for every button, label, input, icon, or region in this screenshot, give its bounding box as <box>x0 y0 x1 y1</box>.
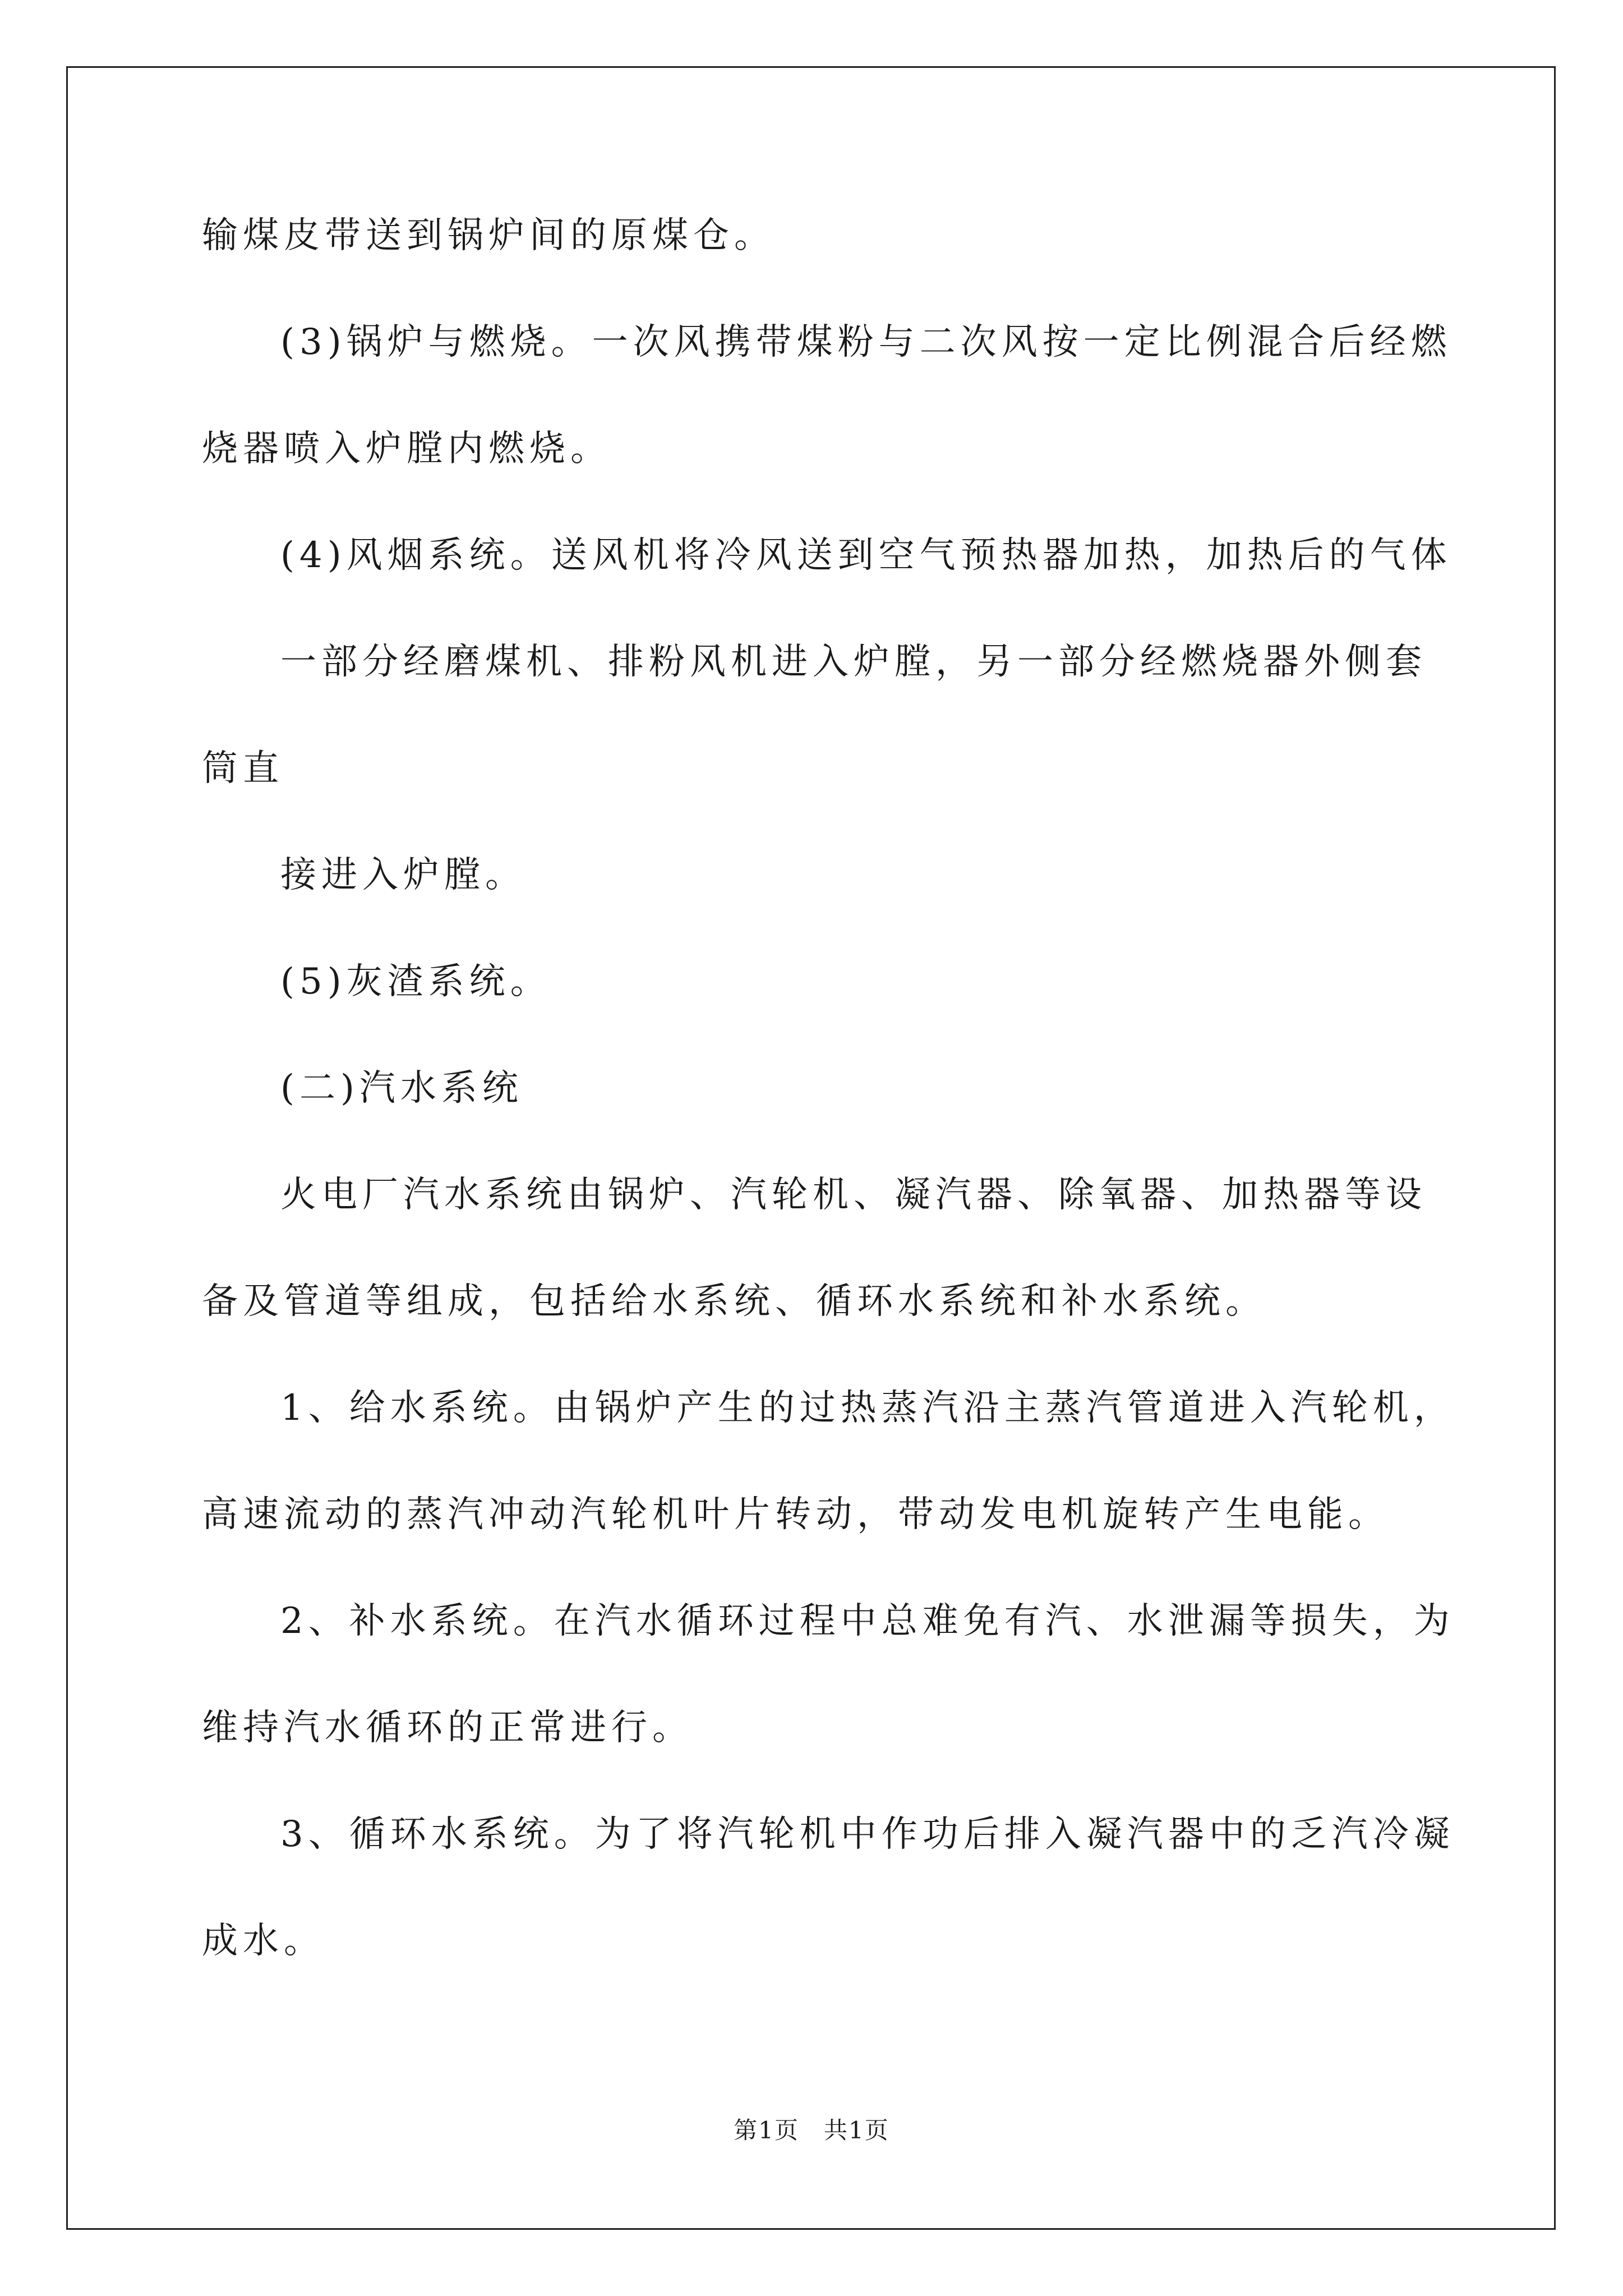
text-line: 输煤皮带送到锅炉间的原煤仓。 <box>202 215 775 256</box>
text-line: (4)风烟系统。送风机将冷风送到空气预热器加热，加热后的气体 <box>280 535 1452 576</box>
text-line: (3)锅炉与燃烧。一次风携带煤粉与二次风按一定比例混合后经燃 <box>280 321 1452 363</box>
text-line: 一部分经磨煤机、排粉风机进入炉膛，另一部分经燃烧器外侧套 <box>280 641 1427 683</box>
text-line: 2、补水系统。在汽水循环过程中总难免有汽、水泄漏等损失，为 <box>280 1600 1455 1642</box>
text-line: 接进入炉膛。 <box>280 854 526 896</box>
page-border <box>66 66 1556 2230</box>
section-heading: (二)汽水系统 <box>280 1068 523 1109</box>
text-line: 烧器喷入炉膛内燃烧。 <box>202 428 611 470</box>
text-line: 成水。 <box>202 1920 325 1962</box>
text-line: 3、循环水系统。为了将汽轮机中作功后排入凝汽器中的乏汽冷凝 <box>280 1814 1455 1855</box>
text-line: 备及管道等组成，包括给水系统、循环水系统和补水系统。 <box>202 1281 1266 1322</box>
text-line: 筒直 <box>202 748 284 789</box>
page-number: 第1页 共1页 <box>734 2116 889 2144</box>
text-line: 高速流动的蒸汽冲动汽轮机叶片转动，带动发电机旋转产生电能。 <box>202 1494 1389 1535</box>
text-line: (5)灰渣系统。 <box>280 961 551 1002</box>
text-line: 1、给水系统。由锅炉产生的过热蒸汽沿主蒸汽管道进入汽轮机， <box>280 1387 1455 1429</box>
text-line: 维持汽水循环的正常进行。 <box>202 1707 693 1749</box>
text-line: 火电厂汽水系统由锅炉、汽轮机、凝汽器、除氧器、加热器等设 <box>280 1174 1427 1216</box>
